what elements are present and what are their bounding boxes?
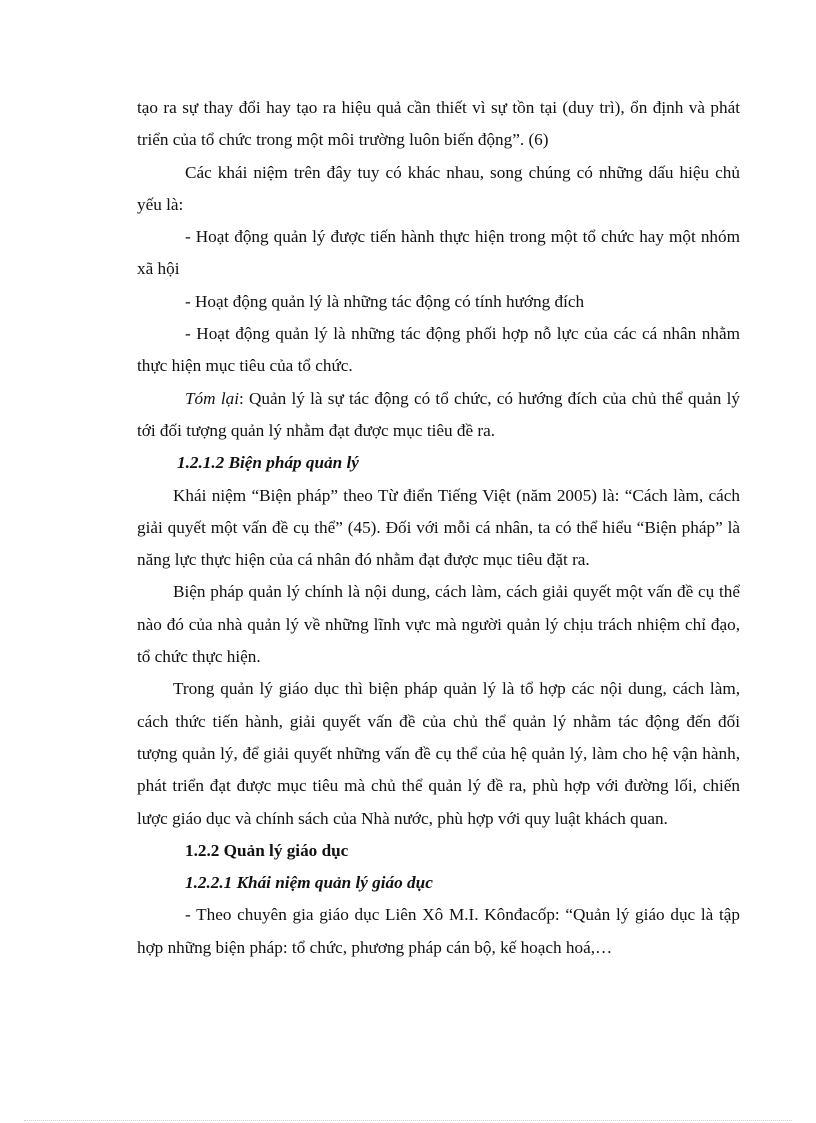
- summary-text: : Quản lý là sự tác động có tổ chức, có hướng đích của chủ thể quản lý tới đối tượng quản lý nhằm đạt được mục tiêu đề ra.: [137, 388, 740, 440]
- bullet-paragraph: - Theo chuyên gia giáo dục Liên Xô M.I. Kônđacốp: “Quản lý giáo dục là tập hợp những biện pháp: tổ chức, phương pháp cán bộ, kế hoạch hoá,…: [137, 905, 740, 957]
- page-bottom-divider: [24, 1120, 792, 1121]
- bullet-paragraph: - Hoạt động quản lý là những tác động phối hợp nỗ lực của các cá nhân nhằm thực hiện mục tiêu của tổ chức.: [137, 324, 740, 376]
- section-heading-1221: 1.2.2.1 Khái niệm quản lý giáo dục: [185, 873, 433, 893]
- paragraph: tạo ra sự thay đổi hay tạo ra hiệu quả cần thiết vì sự tồn tại (duy trì), ổn định và phát triển của tổ chức trong một môi trường luôn biến động”. (6): [137, 98, 740, 150]
- summary-paragraph: [137, 383, 740, 448]
- paragraph: Trong quản lý giáo dục thì biện pháp quản lý là tổ hợp các nội dung, cách làm, cách thức tiến hành, giải quyết vấn đề của chủ thể quản lý nhằm tác động đến đối tượng quản lý, để giải quyết những vấn đề cụ thể của hệ quản lý, làm cho hệ vận hành, phát triển đạt được mục tiêu mà chủ thể quản lý đề ra, phù hợp với đường lối, chiến lược giáo dục và chính sách của Nhà nước, phù hợp với quy luật khách quan.: [137, 679, 740, 828]
- bullet-paragraph: - Hoạt động quản lý được tiến hành thực hiện trong một tổ chức hay một nhóm xã hội: [137, 227, 740, 279]
- section-heading-122: 1.2.2 Quản lý giáo dục: [185, 840, 349, 860]
- summary-label: Tóm lại: [185, 388, 239, 408]
- paragraph: Biện pháp quản lý chính là nội dung, cách làm, cách giải quyết một vấn đề cụ thể nào đó của nhà quản lý về những lĩnh vực mà người quản lý chịu trách nhiệm chỉ đạo, tổ chức thực hiện.: [137, 582, 740, 667]
- paragraph: Khái niệm “Biện pháp” theo Từ điển Tiếng Việt (năm 2005) là: “Cách làm, cách giải quyết một vấn đề cụ thể” (45). Đối với mỗi cá nhân, ta có thể hiểu “Biện pháp” là năng lực thực hiện của cá nhân đó nhằm đạt được mục tiêu đặt ra.: [137, 485, 740, 570]
- section-heading-1212: 1.2.1.2 Biện pháp quản lý: [177, 453, 359, 473]
- paragraph: Các khái niệm trên đây tuy có khác nhau, song chúng có những dấu hiệu chủ yếu là:: [137, 162, 740, 214]
- bullet-paragraph: - Hoạt động quản lý là những tác động có tính hướng đích: [185, 291, 585, 311]
- document-body: [137, 92, 740, 964]
